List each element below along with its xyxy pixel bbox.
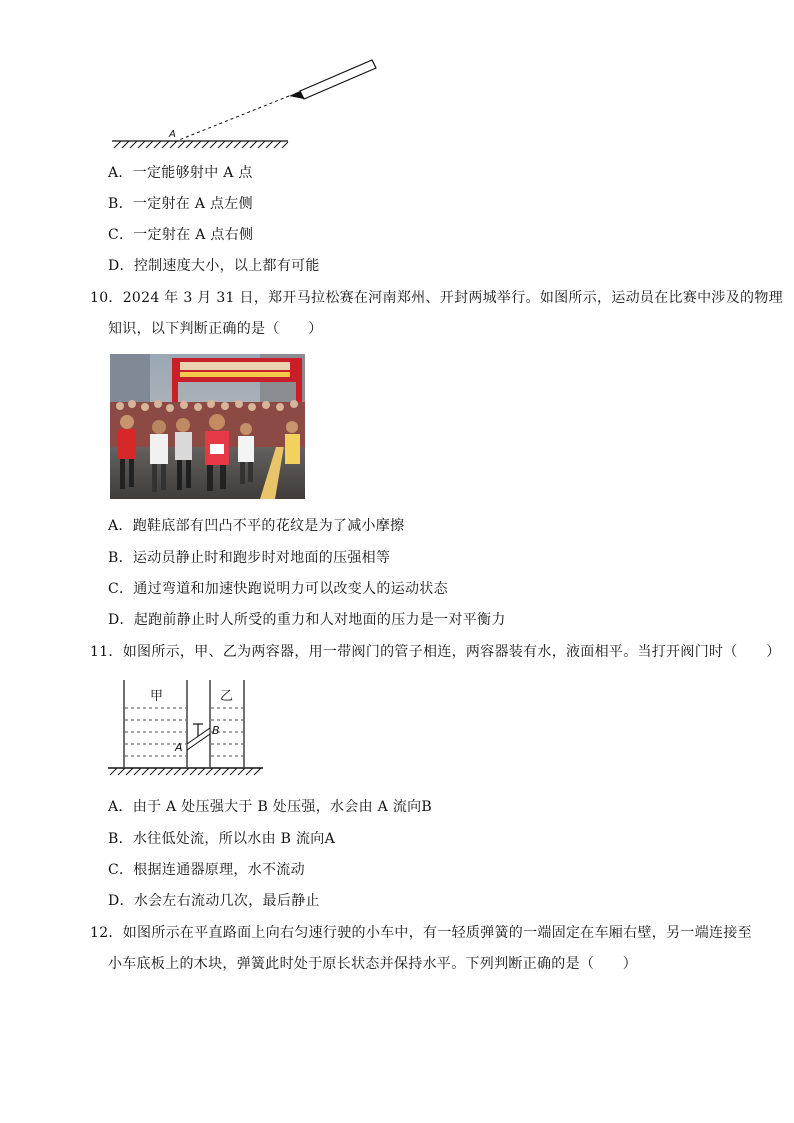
q10-stem-line1: 10．2024 年 3 月 31 日，郑开马拉松赛在河南郑州、开封两城举行。如图所示，运动员在比赛中涉及的物理 xyxy=(90,290,783,306)
q9-point-a-label: A xyxy=(169,129,176,140)
q9-figure xyxy=(108,55,383,155)
q11-option-c[interactable]: C．根据连通器原理，水不流动 xyxy=(108,862,305,878)
q11-option-a[interactable]: A．由于 A 处压强大于 B 处压强，水会由 A 流向B xyxy=(108,799,433,815)
q10-stem-line2: 知识，以下判断正确的是（ ） xyxy=(108,321,323,337)
q9-option-b[interactable]: B．一定射在 A 点左侧 xyxy=(108,196,253,212)
q10-option-b[interactable]: B．运动员静止时和跑步时对地面的压强相等 xyxy=(108,550,391,566)
q9-option-a[interactable]: A．一定能够射中 A 点 xyxy=(108,165,253,181)
q11-label-b: B xyxy=(212,724,220,737)
q10-option-a[interactable]: A．跑鞋底部有凹凸不平的花纹是为了减小摩擦 xyxy=(108,518,405,534)
marathon-photo xyxy=(110,354,305,499)
q9-option-d[interactable]: D．控制速度大小，以上都有可能 xyxy=(108,258,320,274)
q10-option-d[interactable]: D．起跑前静止时人所受的重力和人对地面的压力是一对平衡力 xyxy=(108,612,506,628)
q9-ground-hatch xyxy=(114,141,288,148)
q11-label-jia: 甲 xyxy=(150,689,164,704)
q11-option-b[interactable]: B．水往低处流，所以水由 B 流向A xyxy=(108,831,335,847)
q10-option-c[interactable]: C．通过弯道和加速快跑说明力可以改变人的运动状态 xyxy=(108,581,448,597)
arrow-pen-icon xyxy=(289,60,376,99)
q11-ground-hatch xyxy=(110,768,261,775)
q12-stem-line1: 12．如图所示在平直路面上向右匀速行驶的小车中，有一轻质弹簧的一端固定在车厢右壁，另一端连接至 xyxy=(90,925,752,941)
q11-option-d[interactable]: D．水会左右流动几次，最后静止 xyxy=(108,893,320,909)
q12-stem-line2: 小车底板上的木块，弹簧此时处于原长状态并保持水平。下列判断正确的是（ ） xyxy=(108,956,638,972)
q11-label-yi: 乙 xyxy=(220,689,234,704)
q9-dashed-path xyxy=(174,96,289,142)
q11-stem-line1: 11．如图所示，甲、乙为两容器，用一带阀门的管子相连，两容器装有水，液面相平。当打开阀门时（ ） xyxy=(90,644,781,660)
q11-label-a: A xyxy=(175,741,183,754)
q9-option-c[interactable]: C．一定射在 A 点右侧 xyxy=(108,227,254,243)
q11-figure xyxy=(108,678,268,778)
